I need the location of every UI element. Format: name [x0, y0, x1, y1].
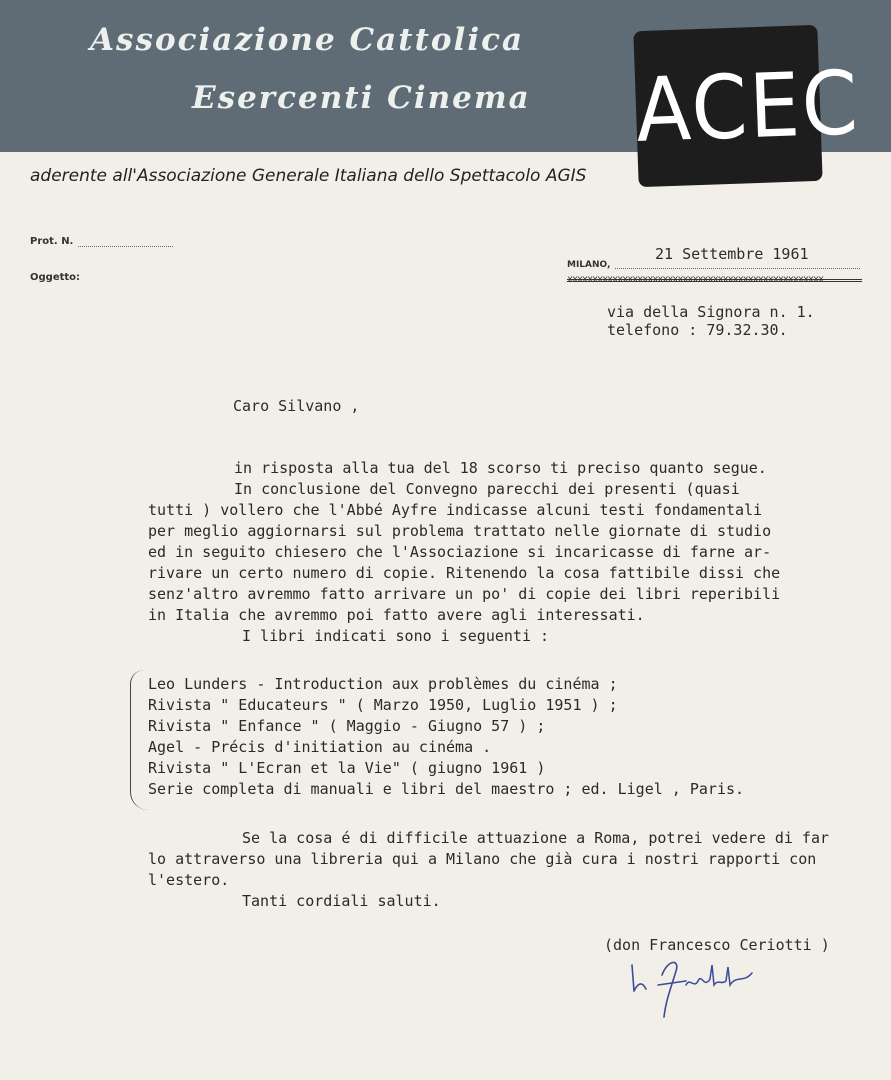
closing-line: lo attraverso una libreria qui a Milano che già cura i nostri rapporti con	[148, 850, 817, 868]
salutation: Caro Silvano ,	[233, 397, 360, 415]
sender-phone: telefono : 79.32.30.	[607, 321, 788, 339]
struck-out-address: xxxxxxxxxxxxxxxxxxxxxxxxxxxxxxxxxxxxxxxxxxxxxxxxxxx	[567, 274, 862, 286]
date-field-line	[615, 268, 860, 269]
subject-label: Oggetto:	[30, 272, 81, 283]
book-item: Rivista " L'Ecran et la Vie" ( giugno 1961 )	[148, 759, 546, 777]
handwritten-signature	[628, 955, 768, 1025]
book-item: Serie completa di manuali e libri del maestro ; ed. Ligel , Paris.	[148, 780, 745, 798]
logo-text: ACEC	[634, 51, 862, 162]
body-line: in risposta alla tua del 18 scorso ti preciso quanto segue.	[234, 459, 767, 477]
body-line: per meglio aggiornarsi sul problema trattato nelle giornate di studio	[148, 522, 772, 540]
body-line: in Italia che avremmo poi fatto avere agli interessati.	[148, 606, 645, 624]
organization-name-line1: Associazione Cattolica	[90, 22, 525, 58]
book-item: Agel - Précis d'initiation au cinéma .	[148, 738, 492, 756]
closing-line: Se la cosa é di difficile attuazione a Roma, potrei vedere di far	[242, 829, 829, 847]
closing-line: l'estero.	[148, 871, 230, 889]
protocol-label: Prot. N.	[30, 236, 74, 247]
body-line: I libri indicati sono i seguenti :	[242, 627, 550, 645]
organization-name-line2: Esercenti Cinema	[192, 80, 531, 116]
body-line: tutti ) vollero che l'Abbé Ayfre indicasse alcuni testi fondamentali	[148, 501, 763, 519]
sender-address: via della Signora n. 1.	[607, 303, 815, 321]
place-label: MILANO,	[567, 260, 611, 270]
body-line: In conclusione del Convegno parecchi dei presenti (quasi	[234, 480, 740, 498]
body-line: rivare un certo numero di copie. Ritenendo la cosa fattibile dissi che	[148, 564, 781, 582]
protocol-field-line	[78, 246, 173, 247]
body-line: ed in seguito chiesero che l'Associazione si incaricasse di farne ar-	[148, 543, 772, 561]
acec-logo	[633, 25, 862, 187]
body-line: senz'altro avremmo fatto arrivare un po' di copie dei libri reperibili	[148, 585, 781, 603]
letter-date: 21 Settembre 1961	[655, 245, 809, 263]
signatory-name: (don Francesco Ceriotti )	[604, 936, 830, 954]
affiliation-line: aderente all'Associazione Generale Italiana dello Spettacolo AGIS	[30, 166, 587, 186]
book-item: Leo Lunders - Introduction aux problèmes du cinéma ;	[148, 675, 618, 693]
book-item: Rivista " Enfance " ( Maggio - Giugno 57 ) ;	[148, 717, 546, 735]
closing-line: Tanti cordiali saluti.	[242, 892, 441, 910]
book-item: Rivista " Educateurs " ( Marzo 1950, Luglio 1951 ) ;	[148, 696, 618, 714]
